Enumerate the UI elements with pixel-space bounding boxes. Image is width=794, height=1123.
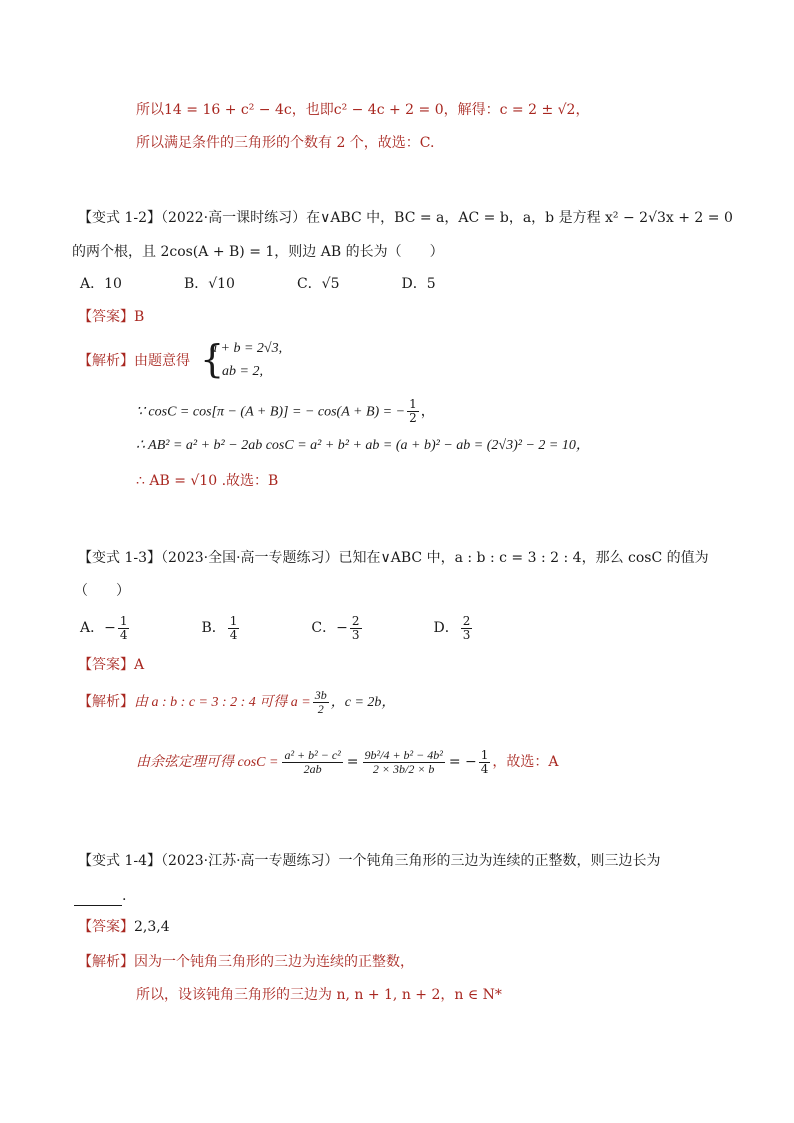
answer-blank	[74, 891, 122, 906]
answer-value: B	[134, 309, 145, 325]
fraction-denominator: 4	[119, 627, 128, 642]
question-1-2-stem-line-1	[78, 208, 733, 228]
question-1-3-stem-line-1	[78, 548, 709, 568]
equals-sign: = −	[448, 754, 477, 770]
question-1-3-stem-line-2: （ ）	[74, 583, 130, 599]
fraction-numerator: 3b	[314, 687, 327, 702]
fraction-denominator: 2 × 3b/2 × b	[372, 761, 435, 776]
option-label: B．	[201, 620, 226, 636]
analysis-conclusion: ，故选：A	[492, 754, 559, 770]
fraction-denominator: 2	[317, 701, 324, 716]
analysis-tag: 【解析】	[78, 694, 134, 710]
answer-value: 2,3,4	[134, 919, 170, 935]
solution-line-2: 所以满足条件的三角形的个数有 2 个，故选：C.	[136, 135, 435, 151]
equation-system-brace: {	[200, 337, 225, 381]
solution-line-1: 所以14 = 16 + c² − 4c，也即c² − 4c + 2 = 0，解得：c = 2 ± √2，	[136, 102, 590, 118]
question-end: .	[122, 888, 127, 904]
question-1-4-stem-line-2	[74, 886, 126, 906]
analysis-text: 由 a : b : c = 3 : 2 : 4 可得 a =	[134, 695, 311, 710]
analysis-line-3: ∴ AB² = a² + b² − 2ab cosC = a² + b² + ab = (a + b)² − ab = (2√3)² − 2 = 10，	[136, 438, 590, 453]
equation-system-line-1: a + b = 2√3,	[210, 341, 283, 356]
analysis-punct: ，	[420, 403, 435, 420]
fraction-denominator: 4	[229, 627, 238, 642]
analysis-text: 由题意得	[134, 353, 190, 369]
option-label: D．	[433, 620, 459, 636]
question-source: （2023·江苏·高一专题练习）	[161, 853, 339, 869]
answer-line	[78, 917, 170, 937]
fraction-numerator: 1	[409, 397, 417, 411]
analysis-line-2: 由余弦定理可得 cosC = $\frac{\text{a² + b² − c²}}{2ab}$ = $\frac{\text{9b²/4 + b² − 4b²}}{2 \times 3b/2 \times b}$ = − $\frac{1}{4}$ ，故选：A	[136, 747, 559, 776]
option-b	[201, 610, 241, 646]
analysis-line-1	[78, 952, 414, 972]
option-a	[80, 610, 131, 646]
fraction-denominator: 2	[409, 411, 417, 425]
question-tag: 【变式 1-2】	[78, 210, 161, 226]
fraction-numerator: 9b²/4 + b² − 4b²	[364, 747, 443, 762]
question-tag: 【变式 1-3】	[78, 550, 161, 566]
analysis-formula: ∵ cosC = cos[π − (A + B)] = − cos(A + B) = −	[136, 404, 406, 420]
analysis-line-4	[136, 471, 278, 491]
analysis-text: 因为一个钝角三角形的三边为连续的正整数，	[134, 954, 414, 970]
analysis-text-end: ，c = 2b，	[330, 695, 396, 710]
question-1-4-stem-line-1	[78, 851, 661, 871]
fraction-numerator: 2	[462, 613, 471, 628]
analysis-text: 由余弦定理可得 cosC =	[136, 755, 279, 770]
fraction-denominator: 3	[462, 627, 471, 642]
fraction-denominator: 4	[480, 761, 489, 776]
option-d: D．5	[401, 276, 436, 292]
analysis-tag: 【解析】	[78, 353, 134, 369]
fraction-numerator: a² + b² − c²	[284, 747, 341, 762]
question-tag: 【变式 1-4】	[78, 853, 161, 869]
option-c: C．√5	[296, 276, 340, 292]
question-stem: 一个钝角三角形的三边为连续的正整数，则三边长为	[338, 853, 661, 869]
question-source: （2022·高一课时练习）	[161, 210, 307, 226]
option-d	[434, 610, 475, 646]
question-1-3-options	[80, 610, 524, 646]
answer-tag: 【答案】	[78, 309, 134, 325]
analysis-line-2	[136, 398, 435, 425]
analysis-conclusion: ∴ AB = √10 .故选：B	[136, 473, 279, 489]
option-c	[311, 610, 363, 646]
answer-tag: 【答案】	[78, 919, 134, 935]
fraction-denominator: 3	[351, 627, 360, 642]
answer-tag: 【答案】	[78, 657, 134, 673]
option-label: C．−	[311, 620, 348, 636]
question-1-2-options	[80, 274, 486, 294]
question-1-2-stem-line-2: 的两个根，且 2cos(A + B) = 1，则边 AB 的长为（ ）	[72, 244, 444, 260]
question-stem: 已知在∨ABC 中，a : b : c = 3 : 2 : 4，那么 cosC 的值为	[338, 550, 709, 566]
analysis-line-1	[78, 684, 395, 721]
equation-system-line-2: ab = 2,	[222, 364, 263, 379]
analysis-line-1	[78, 351, 190, 371]
fraction-numerator: 1	[119, 613, 128, 628]
answer-value: A	[134, 657, 145, 673]
question-stem: 在∨ABC 中，BC = a，AC = b，a，b 是方程 x² − 2√3x + 2 = 0	[306, 210, 733, 226]
fraction-denominator: 2ab	[303, 761, 322, 776]
analysis-tag: 【解析】	[78, 954, 134, 970]
option-b: B．√10	[183, 276, 235, 292]
question-source: （2023·全国·高一专题练习）	[161, 550, 339, 566]
answer-line	[78, 307, 144, 327]
answer-line	[78, 655, 144, 675]
fraction-numerator: 1	[480, 747, 489, 762]
analysis-line-2: 所以，设该钝角三角形的三边为 n, n + 1, n + 2，n ∈ N*	[136, 987, 502, 1003]
option-label: A．−	[80, 620, 116, 636]
fraction-numerator: 2	[351, 613, 360, 628]
fraction-numerator: 1	[229, 613, 238, 628]
option-a: A．10	[80, 276, 122, 292]
